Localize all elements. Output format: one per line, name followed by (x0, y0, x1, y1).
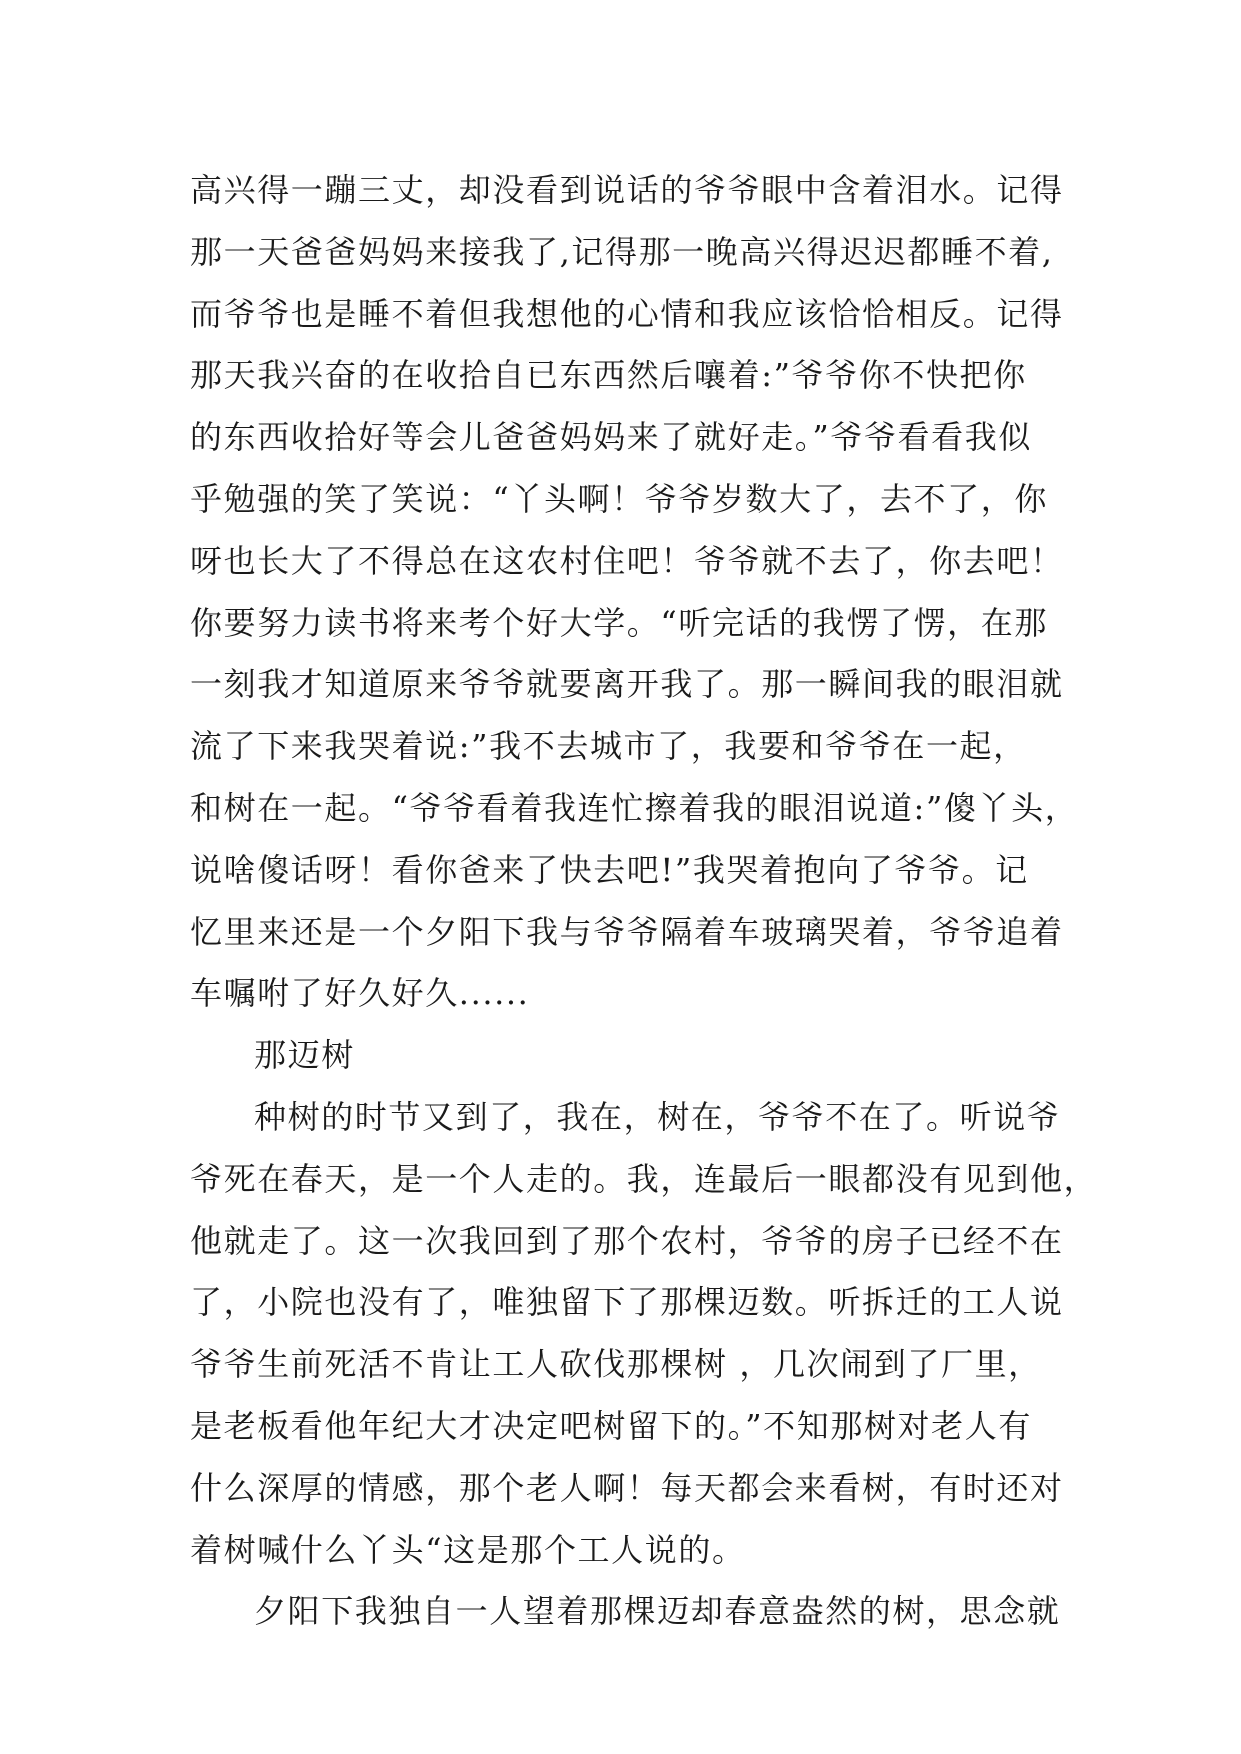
text-line: 一刻我才知道原来爷爷就要离开我了。那一瞬间我的眼泪就 (190, 665, 1064, 704)
text-line: 什么深厚的情感，那个老人啊！每天都会来看树，有时还对 (190, 1468, 1064, 1507)
text-line: 着树喊什么丫头“这是那个工人说的。 (190, 1530, 746, 1569)
text-line: 呀也长大了不得总在这农村住吧！爷爷就不去了，你去吧！ (190, 541, 1064, 580)
body-text (190, 160, 1150, 1643)
paragraph-start: 种树的时节又到了，我在，树在，爷爷不在了。听说爷 (254, 1097, 1061, 1136)
text-line: 你要努力读书将来考个好大学。“听完话的我愣了愣，在那 (190, 603, 1048, 642)
text-line: 是老板看他年纪大才决定吧树留下的。”不知那树对老人有 (190, 1406, 1032, 1445)
section-heading: 那迈树 (254, 1036, 355, 1075)
text-line: 而爷爷也是睡不着但我想他的心情和我应该恰恰相反。记得 (190, 294, 1064, 333)
text-line: 爷爷生前死活不肯让工人砍伐那棵树 ，几次闹到了厂里， (190, 1345, 1042, 1384)
paragraph-start: 夕阳下我独自一人望着那棵迈却春意盎然的树，思念就 (254, 1592, 1061, 1631)
text-line: 那天我兴奋的在收拾自已东西然后嚷着:”爷爷你不快把你 (190, 356, 1027, 395)
text-line: 车嘱咐了好久好久...... (190, 974, 530, 1013)
text-line: 乎勉强的笑了笑说：“丫头啊！爷爷岁数大了，去不了，你 (190, 479, 1048, 518)
text-line: 那一天爸爸妈妈来接我了,记得那一晚高兴得迟迟都睡不着, (190, 232, 1054, 271)
text-line: 他就走了。这一次我回到了那个农村，爷爷的房子已经不在 (190, 1221, 1064, 1260)
text-line: 流了下来我哭着说:”我不去城市了，我要和爷爷在一起， (190, 727, 1027, 766)
text-line: 了，小院也没有了，唯独留下了那棵迈数。听拆迁的工人说 (190, 1283, 1064, 1322)
text-line: 说啥傻话呀！看你爸来了快去吧!”我哭着抱向了爷爷。记 (190, 850, 1029, 889)
text-line: 的东西收拾好等会儿爸爸妈妈来了就好走。”爷爷看看我似 (190, 418, 1032, 457)
text-line: 和树在一起。“爷爷看着我连忙擦着我的眼泪说道:”傻丫头， (190, 788, 1079, 827)
text-line: 爷死在春天，是一个人走的。我，连最后一眼都没有见到他， (190, 1159, 1098, 1198)
text-line: 忆里来还是一个夕阳下我与爷爷隔着车玻璃哭着，爷爷追着 (190, 912, 1064, 951)
text-line: 高兴得一蹦三丈，却没看到说话的爷爷眼中含着泪水。记得 (190, 171, 1064, 209)
